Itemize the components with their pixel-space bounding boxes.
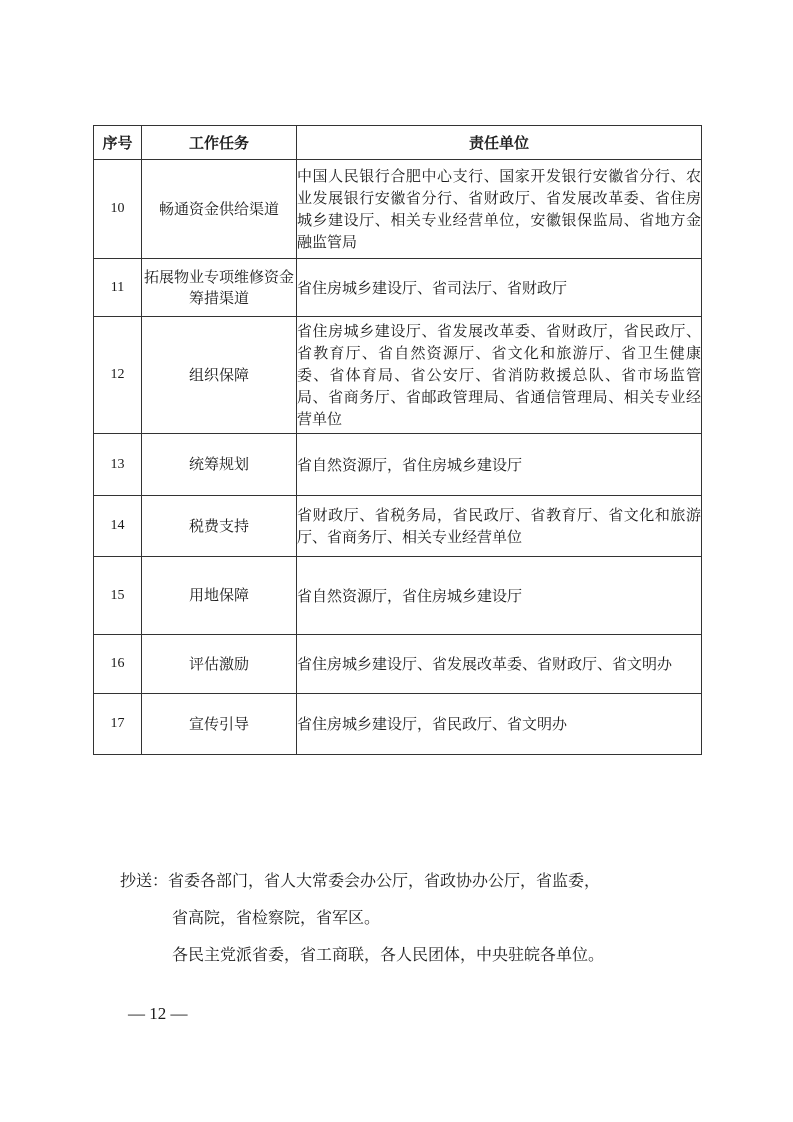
row-number: 12 [94,317,142,434]
row-units: 中国人民银行合肥中心支行、国家开发银行安徽省分行、农业发展银行安徽省分行、省财政厅、省发展改革委、省住房城乡建设厅、相关专业经营单位，安徽银保监局、省地方金融监管局 [297,160,702,259]
row-number: 15 [94,557,142,635]
row-task: 畅通资金供给渠道 [142,160,297,259]
row-number: 13 [94,434,142,496]
row-task: 统筹规划 [142,434,297,496]
row-number: 10 [94,160,142,259]
table-header-row [94,126,702,160]
cc-distribution [120,862,720,973]
cc-line-1: 抄送：省委各部门，省人大常委会办公厅，省政协办公厅，省监委， [120,871,601,890]
row-units: 省住房城乡建设厅、省发展改革委、省财政厅，省民政厅、省教育厅、省自然资源厅、省文化和旅游厅、省卫生健康委、省体育局、省公安厅、省消防救援总队、省市场监管局、省商务厅、省邮政管理局、省通信管理局、相关专业经营单位 [297,317,702,434]
row-units: 省住房城乡建设厅、省发展改革委、省财政厅、省文明办 [297,635,702,694]
cc-line-3: 各民主党派省委，省工商联，各人民团体，中央驻皖各单位。 [172,945,605,964]
row-units: 省住房城乡建设厅，省民政厅、省文明办 [297,694,702,755]
row-number: 17 [94,694,142,755]
table-row [94,496,702,557]
row-task: 税费支持 [142,496,297,557]
table-row [94,694,702,755]
row-task: 组织保障 [142,317,297,434]
table-row [94,635,702,694]
cc-line-2: 省高院，省检察院，省军区。 [172,908,381,927]
row-task: 评估激励 [142,635,297,694]
row-number: 16 [94,635,142,694]
row-number: 11 [94,259,142,317]
row-units: 省自然资源厅，省住房城乡建设厅 [297,557,702,635]
row-number: 14 [94,496,142,557]
table-row [94,259,702,317]
row-units: 省住房城乡建设厅、省司法厅、省财政厅 [297,259,702,317]
page-number: — 12 — [128,1004,188,1023]
responsibility-table [93,125,702,755]
header-task: 工作任务 [142,126,297,160]
row-task: 用地保障 [142,557,297,635]
table-row [94,317,702,434]
row-task: 拓展物业专项维修资金筹措渠道 [142,259,297,317]
table-row [94,557,702,635]
header-responsible-units: 责任单位 [297,126,702,160]
row-units: 省财政厅、省税务局，省民政厅、省教育厅、省文化和旅游厅、省商务厅、相关专业经营单位 [297,496,702,557]
row-units: 省自然资源厅，省住房城乡建设厅 [297,434,702,496]
table-row [94,160,702,259]
table-row [94,434,702,496]
row-task: 宣传引导 [142,694,297,755]
header-number: 序号 [94,126,142,160]
